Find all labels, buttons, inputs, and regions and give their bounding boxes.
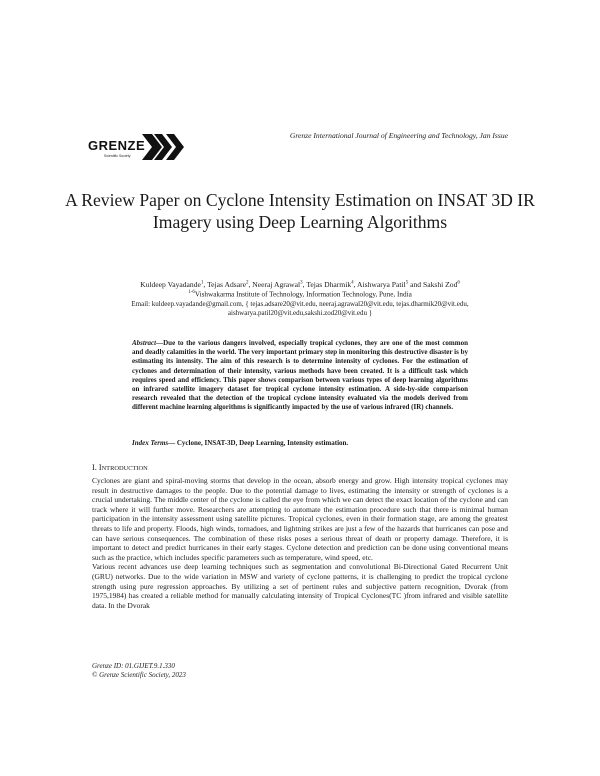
affiliation [40, 290, 560, 298]
abstract-text: —Due to the various dangers involved, especially tropical cyclones, they are one of the most common and deadly calamities in the world. The very important primary step in monitoring this destructive disaster is by estimating its intensity. The aim of this research is to determine intensity of cyclones. For the estimation of cyclones and determination of their intensity, various methods have been created. It is a difficult task which requires speed and efficiency. This paper shows comparison between various types of deep learning algorithms on infrared satellite imagery dataset for tropical cyclone intensity estimation. A side-by-side comparison research revealed that the detection of the tropical cyclone intensity evaluated via the models derived from different machine learning algorithms is significantly impacted by the use of various infrared (IR) channels. [132, 339, 468, 412]
index-terms [132, 439, 468, 447]
author-affiliation-marker: 5 [405, 280, 409, 286]
paragraph: Various recent advances use deep learning techniques such as segmentation and convolutional Bi-Directional Gated Recurrent Unit (GRU) networks. Due to the wide variation in MSW and variety of cyclone patterns, it is challenging to predict the tropical cyclone strength using pure regression approaches. By utilizing a set of pertinent rules and subjective pattern recognition, Dvorak (from 1975,1984) has created a reliable method for manually calculating intensity of Tropical Cyclones(TC )from infrared and visible satellite data. In the Dvorak [92, 562, 508, 610]
journal-name: Grenze International Journal of Engineering and Technology, Jan Issue [289, 131, 508, 140]
paragraph: Cyclones are giant and spiral-moving storms that develop in the ocean, absorb energy and grow. High intensity tropical cyclones may result in destructive damages to the people. Due to the potential damage to lives, estimating the intensity or strength of cyclones is a crucial undertaking. The middle center of the cyclone is called the eye from which we can detect the exact location of the cyclone and can track where it will further move. Researchers are attempting to automate the estimation procedure such that there is minimal human participation in the intensity assessment using satellite pictures. Tropical cyclones, even in their formation stage, are among the greatest threats to life and property. Floods, high winds, tornadoes, and lightning strikes are just a few of the hazards that hurricanes can pose and can have serious consequences. The combination of these risks poses a serious threat of death or property damage. Therefore, it is important to detect and predict hurricanes in their early stages. Cyclone detection and prediction can be done using conventional means such as the practice, which includes specific parameters such as temperature, wind speed, etc. [92, 476, 508, 562]
author-separator: , [203, 280, 208, 289]
author-name: Aishwarya Patil [357, 280, 406, 289]
copyright: © Grenze Scientific Society, 2023 [92, 670, 186, 679]
author-name: Kuldeep Vayadande [140, 280, 201, 289]
author-name: Sakshi Zod [423, 280, 458, 289]
logo-chevrons-icon [142, 134, 188, 160]
grenze-id: Grenze ID: 01.GIJET.9.1.330 [92, 662, 175, 670]
author-name: Tejas Adsare [207, 280, 246, 289]
publisher-logo [88, 128, 188, 168]
logo-wordmark: GRENZE [88, 138, 146, 153]
email-block [40, 300, 560, 318]
affiliation-marker: 1-6 [188, 290, 195, 295]
section-heading: I. INTRODUCTION [92, 463, 148, 472]
author-affiliation-marker: 4 [351, 280, 354, 286]
email-line: Email: kuldeep.vayadande@gmail.com, { tejas.adsare20@vit.edu, neeraj.agrawal20@vit.edu, tejas.dharmik20@vit.edu, [131, 300, 469, 308]
author-affiliation-marker: 1 [200, 280, 204, 286]
author-separator: , [302, 280, 307, 289]
affiliation-text: Vishwakarma Institute of Technology, Information Technology, Pune, India [194, 290, 412, 299]
author-affiliation-marker: 3 [300, 280, 303, 286]
abstract [132, 339, 468, 413]
footer [92, 662, 186, 679]
logo-subtext: Scientific Society [104, 154, 131, 158]
author-affiliation-marker: 2 [245, 280, 249, 286]
author-affiliation-marker: 6 [457, 280, 460, 286]
email-line: aishwarya.patil20@vit.edu,sakshi.zod20@vit.edu } [227, 309, 373, 317]
abstract-label: Abstract [132, 339, 157, 347]
author-separator: and [408, 280, 423, 289]
author-list [40, 280, 560, 289]
author-name: Neeraj Agrawal [252, 280, 301, 289]
author-name: Tejas Dharmik [306, 280, 352, 289]
paper-title: A Review Paper on Cyclone Intensity Estimation on INSAT 3D IR Imagery using Deep Learning Algorithms [65, 190, 535, 232]
author-separator: , [353, 280, 358, 289]
index-terms-label: Index Terms [132, 439, 169, 447]
body-text [92, 476, 508, 610]
author-separator: , [248, 280, 253, 289]
index-terms-text: — Cyclone, INSAT-3D, Deep Learning, Intensity estimation. [168, 439, 349, 447]
